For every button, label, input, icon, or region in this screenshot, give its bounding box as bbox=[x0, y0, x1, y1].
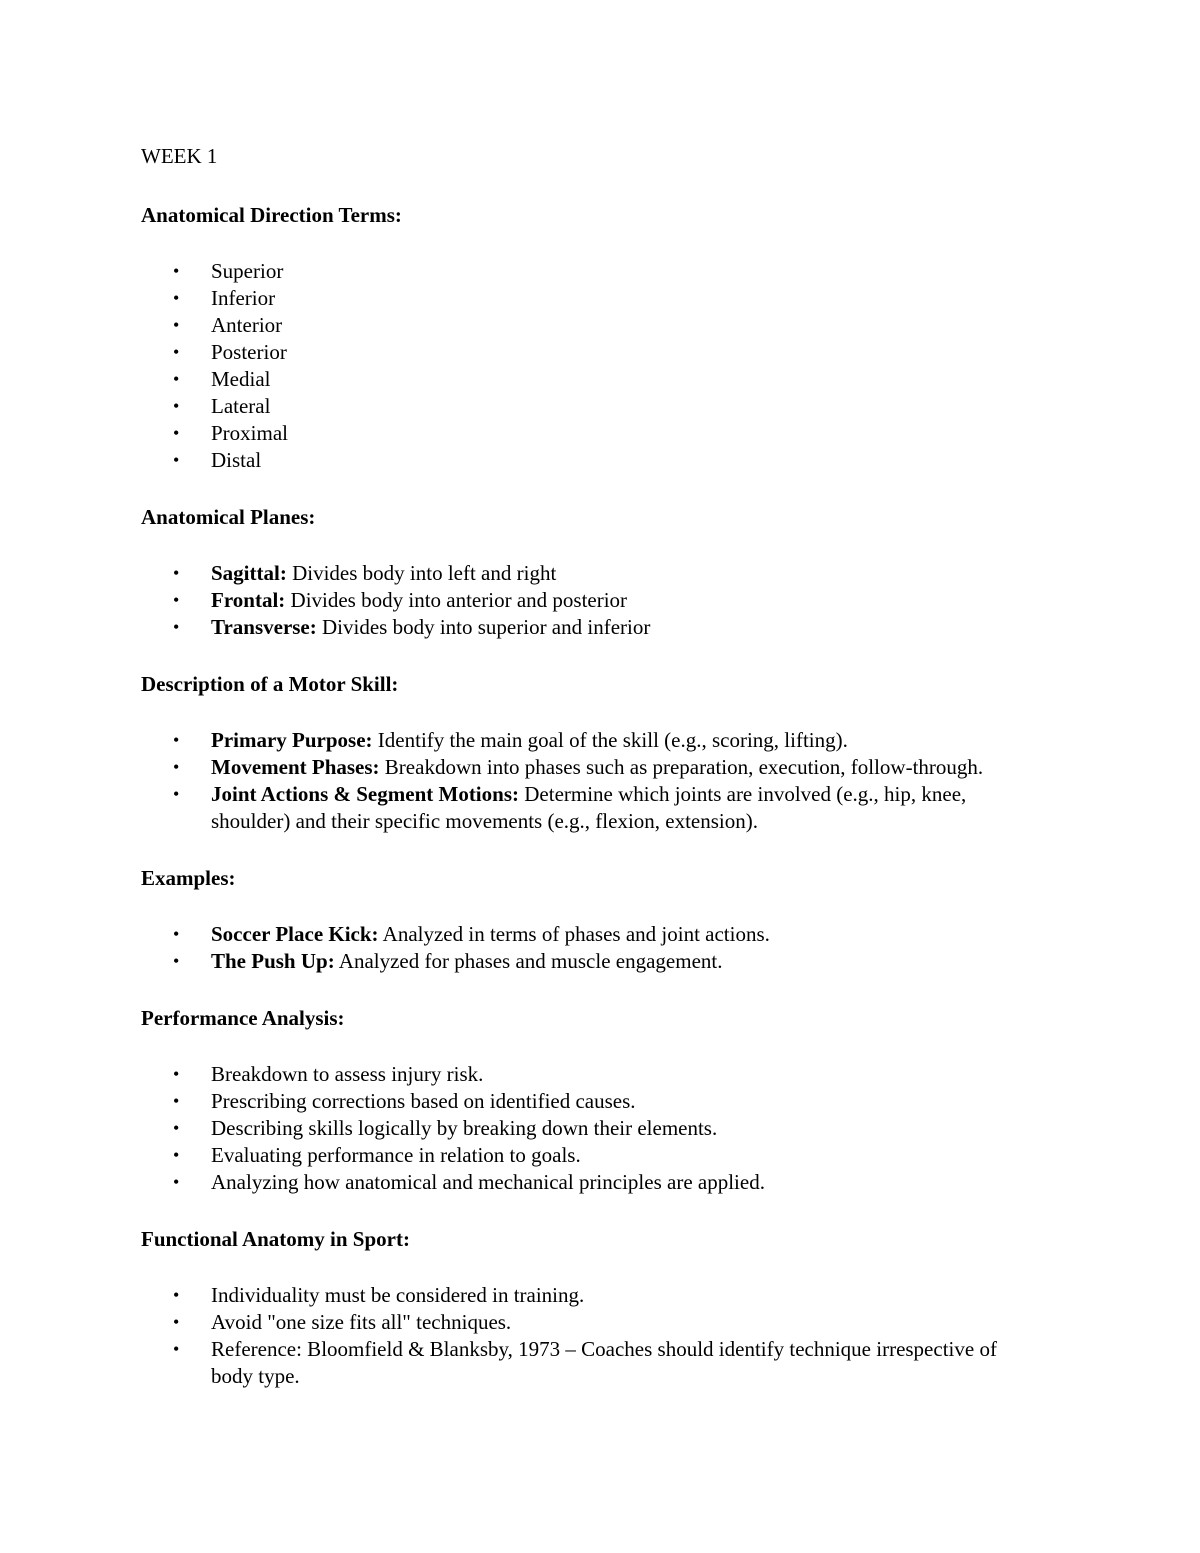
list-item-text: Medial bbox=[211, 367, 271, 391]
list-item-text: Superior bbox=[211, 259, 284, 283]
bullet-icon: • bbox=[173, 617, 180, 637]
bullet-icon: • bbox=[173, 315, 180, 335]
bullet-icon: • bbox=[173, 951, 180, 971]
section-heading-motor-skill: Description of a Motor Skill: bbox=[141, 672, 399, 696]
list-item-text: Inferior bbox=[211, 286, 276, 310]
list-item-text: Divides body into superior and inferior bbox=[316, 615, 651, 639]
list-item bbox=[141, 393, 1041, 420]
performance-list bbox=[141, 1061, 1041, 1196]
bullet-icon: • bbox=[173, 730, 180, 750]
list-item-text: Anterior bbox=[211, 313, 283, 337]
list-item-text: Breakdown to assess injury risk. bbox=[211, 1062, 484, 1086]
bullet-icon: • bbox=[173, 1285, 180, 1305]
list-item-text: Analyzed in terms of phases and joint actions. bbox=[378, 922, 770, 946]
list-item-text: Analyzed for phases and muscle engagement. bbox=[334, 949, 723, 973]
list-item-term: Movement Phases: bbox=[211, 755, 380, 779]
list-item-text: Determine which joints are involved (e.g., hip, knee, shoulder) and their specific movements (e.g., flexion, extension). bbox=[211, 782, 967, 833]
section-heading-functional: Functional Anatomy in Sport: bbox=[141, 1227, 410, 1251]
list-item bbox=[141, 948, 1041, 975]
list-item-text: Identify the main goal of the skill (e.g., scoring, lifting). bbox=[372, 728, 848, 752]
list-item bbox=[141, 921, 1041, 948]
functional-list bbox=[141, 1282, 1041, 1390]
list-item-text: Divides body into anterior and posterior bbox=[285, 588, 628, 612]
list-item-text: Individuality must be considered in training. bbox=[211, 1283, 585, 1307]
bullet-icon: • bbox=[173, 1312, 180, 1332]
section-heading-planes: Anatomical Planes: bbox=[141, 505, 316, 529]
list-item-term: Primary Purpose: bbox=[211, 728, 373, 752]
bullet-icon: • bbox=[173, 924, 180, 944]
list-item-text: Proximal bbox=[211, 421, 288, 445]
bullet-icon: • bbox=[173, 423, 180, 443]
list-item-text: Prescribing corrections based on identified causes. bbox=[211, 1089, 636, 1113]
list-item-term: Sagittal: bbox=[211, 561, 287, 585]
list-item bbox=[141, 366, 1041, 393]
motor-skill-list bbox=[141, 727, 1041, 835]
list-item bbox=[141, 614, 1041, 641]
bullet-icon: • bbox=[173, 396, 180, 416]
section-heading-direction-terms: Anatomical Direction Terms: bbox=[141, 203, 402, 227]
list-item-term: Soccer Place Kick: bbox=[211, 922, 379, 946]
planes-list bbox=[141, 560, 1041, 641]
list-item bbox=[141, 339, 1041, 366]
list-item-term: Transverse: bbox=[211, 615, 317, 639]
list-item bbox=[141, 1309, 1041, 1336]
list-item bbox=[141, 1088, 1041, 1115]
list-item bbox=[141, 587, 1041, 614]
list-item bbox=[141, 1336, 1041, 1390]
list-item-text: Lateral bbox=[211, 394, 271, 418]
list-item-text: Breakdown into phases such as preparation, execution, follow-through. bbox=[379, 755, 984, 779]
list-item-term: Joint Actions & Segment Motions: bbox=[211, 782, 519, 806]
list-item bbox=[141, 312, 1041, 339]
list-item bbox=[141, 258, 1041, 285]
list-item-text: Divides body into left and right bbox=[286, 561, 557, 585]
list-item bbox=[141, 754, 1041, 781]
document-page bbox=[141, 140, 1041, 1417]
list-item bbox=[141, 727, 1041, 754]
section-heading-performance: Performance Analysis: bbox=[141, 1006, 345, 1030]
bullet-icon: • bbox=[173, 784, 180, 804]
bullet-icon: • bbox=[173, 563, 180, 583]
list-item bbox=[141, 1061, 1041, 1088]
examples-list bbox=[141, 921, 1041, 975]
list-item bbox=[141, 1282, 1041, 1309]
list-item bbox=[141, 560, 1041, 587]
list-item-term: The Push Up: bbox=[211, 949, 335, 973]
list-item-text: Evaluating performance in relation to goals. bbox=[211, 1143, 581, 1167]
bullet-icon: • bbox=[173, 369, 180, 389]
bullet-icon: • bbox=[173, 1172, 180, 1192]
section-heading-examples: Examples: bbox=[141, 866, 236, 890]
bullet-icon: • bbox=[173, 757, 180, 777]
week-title: WEEK 1 bbox=[141, 144, 218, 168]
list-item-text: Distal bbox=[211, 448, 262, 472]
list-item bbox=[141, 781, 1041, 835]
direction-terms-list bbox=[141, 258, 1041, 474]
bullet-icon: • bbox=[173, 261, 180, 281]
bullet-icon: • bbox=[173, 450, 180, 470]
list-item bbox=[141, 420, 1041, 447]
list-item-text: Describing skills logically by breaking down their elements. bbox=[211, 1116, 718, 1140]
list-item-text: Analyzing how anatomical and mechanical principles are applied. bbox=[211, 1170, 765, 1194]
list-item-term: Frontal: bbox=[211, 588, 286, 612]
list-item bbox=[141, 1142, 1041, 1169]
bullet-icon: • bbox=[173, 342, 180, 362]
bullet-icon: • bbox=[173, 1091, 180, 1111]
bullet-icon: • bbox=[173, 288, 180, 308]
list-item bbox=[141, 447, 1041, 474]
bullet-icon: • bbox=[173, 1118, 180, 1138]
list-item bbox=[141, 1115, 1041, 1142]
list-item-text: Reference: Bloomfield & Blanksby, 1973 – Coaches should identify technique irrespective of body type. bbox=[211, 1337, 997, 1388]
list-item-text: Posterior bbox=[211, 340, 287, 364]
bullet-icon: • bbox=[173, 1339, 180, 1359]
list-item bbox=[141, 285, 1041, 312]
list-item bbox=[141, 1169, 1041, 1196]
bullet-icon: • bbox=[173, 590, 180, 610]
bullet-icon: • bbox=[173, 1145, 180, 1165]
list-item-text: Avoid "one size fits all" techniques. bbox=[211, 1310, 512, 1334]
bullet-icon: • bbox=[173, 1064, 180, 1084]
